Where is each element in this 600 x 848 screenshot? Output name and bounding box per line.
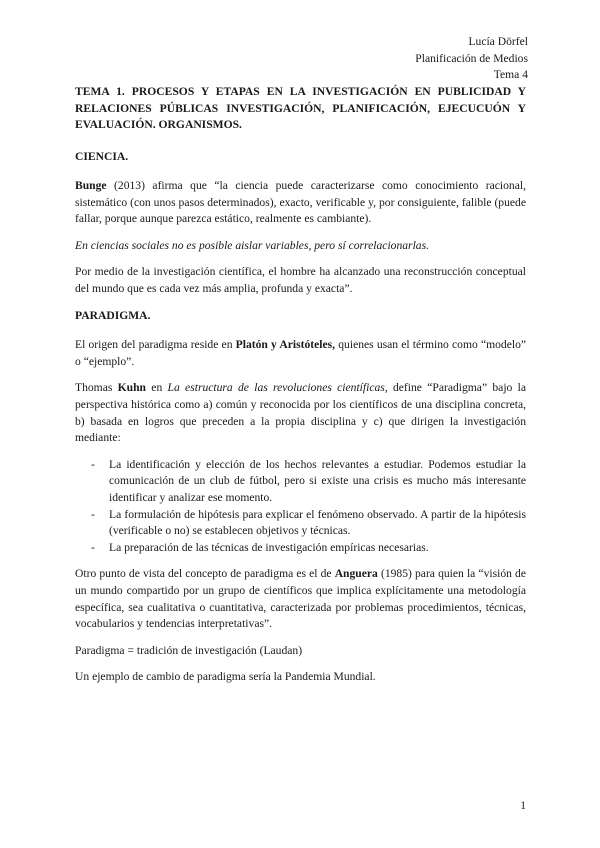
dash-bullet: - [91, 457, 95, 471]
list-item [75, 457, 526, 507]
section-heading-paradigma: PARADIGMA. [75, 308, 151, 322]
author-kuhn: Kuhn [117, 381, 147, 395]
author-platon-aristoteles: Platón y Aristóteles, [235, 338, 336, 352]
dash-bullet: - [91, 507, 95, 521]
paragraph-example: Un ejemplo de cambio de paradigma sería la Pandemia Mundial. [75, 670, 376, 684]
kuhn-text-pre: Thomas [75, 381, 118, 395]
paragraph-anguera [75, 566, 526, 632]
origin-text-post: quienes usan el término como “modelo” o “ejemplo”. [75, 338, 527, 368]
document-body [75, 84, 526, 696]
paragraph-bunge-text: (2013) afirma que “la ciencia puede caracterizarse como conocimiento racional, sistemático (con unos pasos determinados), exacto, verificable y, por consiguiente, falible (puede fallar, porque aunque parezca estático, realmente es cambiante). [75, 179, 526, 226]
origin-text-pre: El origen del paradigma reside en [75, 338, 236, 352]
list-item-text: La formulación de hipótesis para explicar el fenómeno observado. A partir de la hipótesis (verificable o no) se establecen objetivos y técnicas. [109, 507, 526, 538]
book-title: La estructura de las revoluciones científicas, [167, 381, 388, 395]
header-subject: Planificación de Medios [415, 51, 528, 65]
dash-bullet: - [91, 540, 95, 554]
kuhn-list [75, 457, 526, 557]
italic-note: En ciencias sociales no es posible aislar variables, pero sí correlacionarlas. [75, 238, 429, 252]
kuhn-text-post: define “Paradigma” bajo la perspectiva histórica como a) común y reconocida por los científicos de una disciplina concreta, b) basada en logros que preceden a la propia disciplina y c) que dirigen la investigación mediante: [75, 381, 526, 445]
list-item-text: La identificación y elección de los hechos relevantes a estudiar. Podemos estudiar la comunicación de un club de fútbol, pero si existe una crisis es mucho más interesante identificar y analizar ese momento. [109, 457, 526, 504]
page-header [415, 34, 528, 84]
anguera-text-pre: Otro punto de vista del concepto de paradigma es el de [75, 567, 335, 581]
section-heading-ciencia: CIENCIA. [75, 149, 129, 163]
author-bunge: Bunge [75, 179, 107, 193]
list-item [75, 507, 526, 540]
kuhn-text-mid: en [146, 381, 168, 395]
paragraph-laudan: Paradigma = tradición de investigación (Laudan) [75, 643, 303, 657]
paragraph-scientific-research: Por medio de la investigación científica, el hombre ha alcanzado una reconstrucción conceptual del mundo que es cada vez más amplia, profunda y exacta”. [75, 265, 526, 296]
paragraph-bunge [75, 178, 526, 228]
page-number: 1 [520, 799, 526, 812]
header-topic: Tema 4 [493, 68, 528, 81]
paragraph-origin [75, 337, 526, 370]
list-item-text: La preparación de las técnicas de investigación empíricas necesarias. [109, 540, 429, 554]
author-anguera: Anguera [334, 567, 378, 581]
paragraph-social-sciences [75, 238, 526, 255]
header-author: Lucía Dörfel [468, 35, 528, 48]
paragraph-kuhn [75, 380, 526, 446]
anguera-text-post: (1985) para quien la “visión de un mundo compartido por un grupo de científicos que implica explícitamente una metodología específica, sea cualitativa o cuantitativa, caracterizada por problemas procedimientos, técnicas, vocabularios y tendencias interpretativas”. [75, 567, 526, 631]
document-title: TEMA 1. PROCESOS Y ETAPAS EN LA INVESTIGACIÓN EN PUBLICIDAD Y RELACIONES PÚBLICAS INVESTIGACIÓN, PLANIFICACIÓN, EJECUCUÓN Y EVALUACIÓN. ORGANISMOS. [75, 85, 526, 131]
list-item [75, 540, 526, 557]
